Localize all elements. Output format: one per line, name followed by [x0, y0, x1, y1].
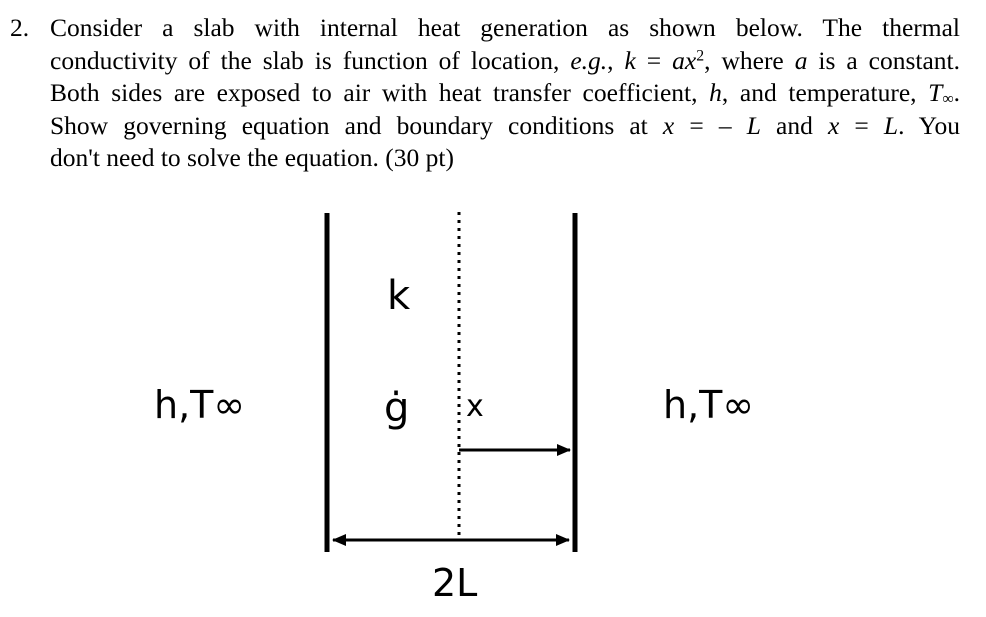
text-run: = [635, 45, 673, 75]
text-run: , where [704, 45, 795, 75]
problem-line-5: don't need to solve the equation. (30 pt) [50, 143, 455, 172]
text-run: conductivity of the slab is function of location, [50, 45, 571, 75]
width-label: 2L [432, 561, 478, 605]
variable-x: x [827, 110, 840, 140]
variable-k: k [624, 45, 636, 75]
variable-x: x [662, 110, 675, 140]
x-label: x [466, 389, 484, 424]
exponent: 2 [696, 46, 705, 64]
text-run: , [607, 45, 625, 75]
problem-line-1: Consider a slab with internal heat generation as shown below. The thermal [50, 13, 960, 42]
variable-t: T [928, 78, 943, 107]
text-run: is a constant. [807, 45, 961, 75]
problem-number: 2. [10, 13, 30, 42]
variable-h: h [709, 78, 722, 107]
text-run: . [953, 78, 960, 107]
k-label: k [387, 273, 411, 319]
text-run: and [760, 110, 828, 140]
variable-l: L [883, 110, 899, 140]
variable-ax: ax [672, 45, 697, 75]
variable-a: a [794, 45, 808, 75]
text-run: = [839, 110, 884, 140]
text-run: , and temperature, [721, 78, 929, 107]
text-run: Show governing equation and boundary conditions at [50, 110, 663, 140]
subscript-infinity: ∞ [942, 90, 954, 108]
variable-l: L [746, 110, 761, 140]
text-run: e.g. [570, 45, 608, 75]
g-dot-label: ġ [384, 385, 410, 431]
left-boundary-label: h,T∞ [154, 383, 246, 427]
text-run: . You [898, 110, 961, 140]
right-boundary-label: h,T∞ [663, 383, 755, 427]
text-run: Both sides are exposed to air with heat transfer coefficient, [50, 78, 710, 107]
text-run: = – [674, 110, 747, 140]
